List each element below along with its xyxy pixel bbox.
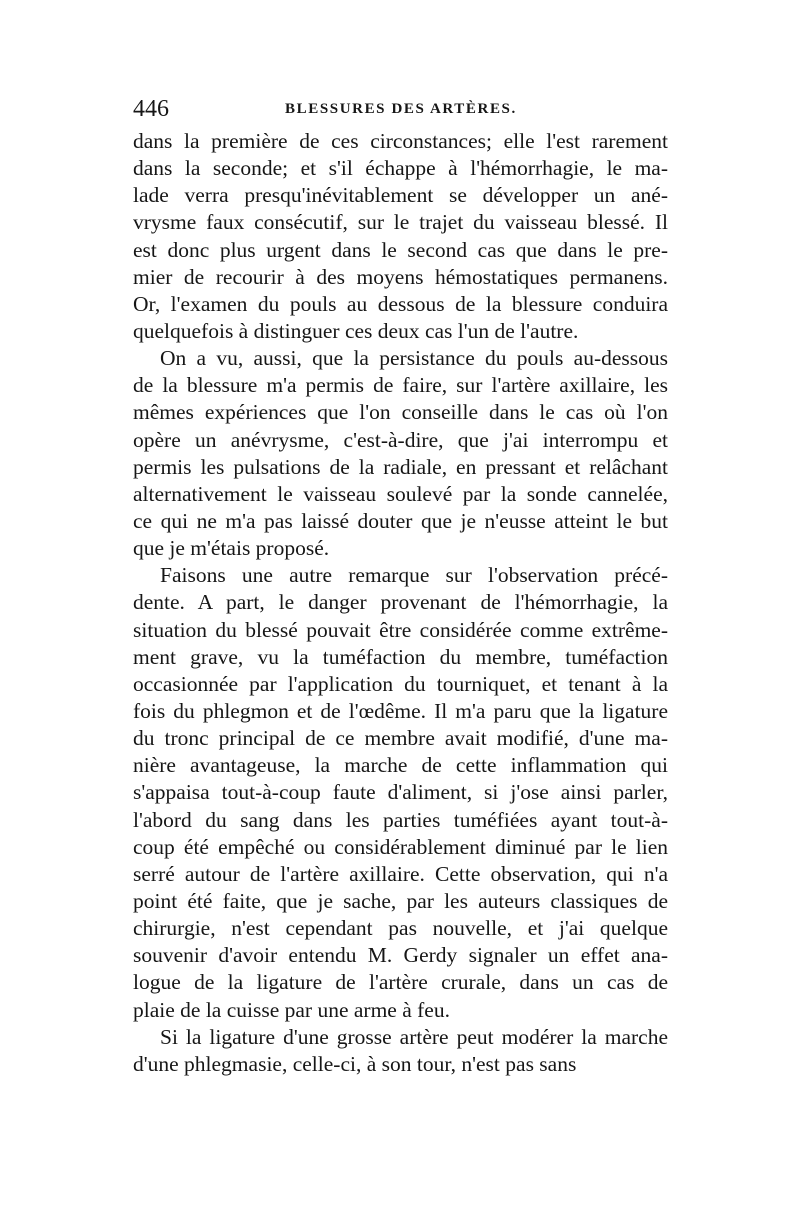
text-line: logue de la ligature de l'artère crurale, dans un cas de bbox=[133, 970, 668, 995]
text-line: coup été empêché ou considérablement diminué par le lien bbox=[133, 834, 668, 859]
text-line: vrysme faux consécutif, sur le trajet du vaisseau blessé. Il bbox=[133, 210, 668, 235]
text-line: l'abord du sang dans les parties tuméfiées ayant tout-à- bbox=[133, 807, 668, 832]
paragraph bbox=[133, 1024, 668, 1078]
page-header bbox=[133, 94, 668, 124]
text-line: lade verra presqu'inévitablement se développer un ané- bbox=[133, 183, 668, 208]
text-line: chirurgie, n'est cependant pas nouvelle, et j'ai quelque bbox=[133, 916, 668, 941]
text-line: Faisons une autre remarque sur l'observation précé- bbox=[160, 563, 668, 588]
text-line: du tronc principal de ce membre avait modifié, d'une ma- bbox=[133, 726, 668, 751]
text-line: alternativement le vaisseau soulevé par la sonde cannelée, bbox=[133, 481, 668, 506]
text-line: que je m'étais proposé. bbox=[133, 536, 330, 561]
text-line: permis les pulsations de la radiale, en pressant et relâchant bbox=[133, 454, 668, 479]
text-line: fois du phlegmon et de l'œdême. Il m'a paru que la ligature bbox=[133, 698, 668, 723]
text-line: ce qui ne m'a pas laissé douter que je n'eusse atteint le but bbox=[133, 508, 668, 533]
text-line: mier de recourir à des moyens hémostatiques permanens. bbox=[133, 264, 668, 289]
text-line: de la blessure m'a permis de faire, sur l'artère axillaire, les bbox=[133, 373, 668, 398]
text-line: dente. A part, le danger provenant de l'hémorrhagie, la bbox=[133, 590, 668, 615]
paragraph bbox=[133, 345, 668, 562]
page-number: 446 bbox=[133, 96, 169, 122]
text-line: occasionnée par l'application du tourniquet, et tenant à la bbox=[133, 671, 668, 696]
text-line: situation du blessé pouvait être considérée comme extrême- bbox=[133, 617, 668, 642]
text-line: souvenir d'avoir entendu M. Gerdy signaler un effet ana- bbox=[133, 943, 668, 968]
text-line: d'une phlegmasie, celle-ci, à son tour, n'est pas sans bbox=[133, 1051, 577, 1076]
text-line: plaie de la cuisse par une arme à feu. bbox=[133, 997, 450, 1022]
paragraph bbox=[133, 128, 668, 345]
text-line: nière avantageuse, la marche de cette inflammation qui bbox=[133, 753, 668, 778]
text-line: point été faite, que je sache, par les auteurs classiques de bbox=[133, 888, 668, 913]
text-line: On a vu, aussi, que la persistance du pouls au-dessous bbox=[160, 346, 668, 371]
text-line: s'appaisa tout-à-coup faute d'aliment, si j'ose ainsi parler, bbox=[133, 780, 668, 805]
paragraph bbox=[133, 562, 668, 1023]
text-line: mêmes expériences que l'on conseille dans le cas où l'on bbox=[133, 400, 668, 425]
text-line: serré autour de l'artère axillaire. Cette observation, qui n'a bbox=[133, 861, 668, 886]
body-text bbox=[133, 128, 668, 1078]
running-head: BLESSURES DES ARTÈRES. bbox=[285, 101, 517, 117]
text-line: ment grave, vu la tuméfaction du membre, tuméfaction bbox=[133, 644, 668, 669]
text-line: Si la ligature d'une grosse artère peut modérer la marche bbox=[160, 1024, 668, 1049]
text-line: quelquefois à distinguer ces deux cas l'un de l'autre. bbox=[133, 318, 579, 343]
text-line: Or, l'examen du pouls au dessous de la blessure conduira bbox=[133, 291, 668, 316]
text-line: est donc plus urgent dans le second cas que dans le pre- bbox=[133, 237, 668, 262]
text-line: dans la seconde; et s'il échappe à l'hémorrhagie, le ma- bbox=[133, 156, 668, 181]
text-line: opère un anévrysme, c'est-à-dire, que j'ai interrompu et bbox=[133, 427, 668, 452]
text-line: dans la première de ces circonstances; elle l'est rarement bbox=[133, 129, 668, 153]
